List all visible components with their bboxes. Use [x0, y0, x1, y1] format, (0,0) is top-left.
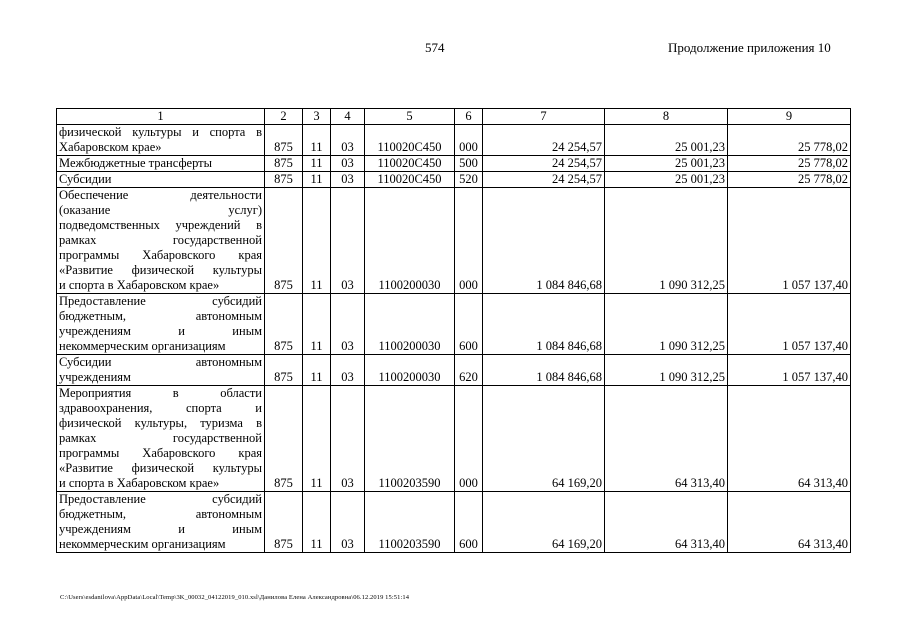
expense-name-line: Обеспечение деятельности: [59, 188, 262, 202]
amount-cell: 64 169,20: [483, 492, 605, 553]
section-code-cell: 11: [303, 125, 331, 156]
amount-cell: 1 090 312,25: [605, 188, 728, 294]
column-header: 6: [455, 109, 483, 125]
expense-name-line: Предоставление субсидий: [59, 294, 262, 308]
expense-name-line: физической культуры и спорта в: [59, 125, 262, 139]
expense-name-line: некоммерческим организациям: [59, 537, 226, 551]
expense-name-cell: [57, 188, 265, 294]
table-row: [57, 355, 851, 386]
subsection-code-cell: 03: [331, 492, 365, 553]
column-header: 5: [365, 109, 455, 125]
expense-type-cell: 620: [455, 355, 483, 386]
column-header: 8: [605, 109, 728, 125]
expense-name-line: и спорта в Хабаровском крае»: [59, 476, 220, 490]
expense-name-line: Предоставление субсидий: [59, 492, 262, 506]
amount-cell: 24 254,57: [483, 172, 605, 188]
amount-cell: 1 084 846,68: [483, 355, 605, 386]
file-path-footer: C:\Users\esdanilova\AppData\Local\Temp\3K_00032_04122019_010.xsl\Данилова Елена Александровна\06.12.2019 15:51:14: [60, 594, 410, 601]
column-header: 2: [265, 109, 303, 125]
expense-name-cell: [57, 386, 265, 492]
section-code-cell: 11: [303, 294, 331, 355]
page-number: 574: [425, 40, 445, 55]
expense-name-line: подведомственных учреждений в: [59, 218, 262, 232]
amount-cell: 25 778,02: [728, 172, 851, 188]
expense-type-cell: 000: [455, 188, 483, 294]
expense-name-cell: [57, 294, 265, 355]
section-code-cell: 11: [303, 386, 331, 492]
expense-name-line: Межбюджетные трансферты: [59, 156, 213, 170]
subsection-code-cell: 03: [331, 355, 365, 386]
column-header: 3: [303, 109, 331, 125]
expense-type-cell: 520: [455, 172, 483, 188]
ministry-code-cell: 875: [265, 386, 303, 492]
amount-cell: 1 084 846,68: [483, 188, 605, 294]
table-header-row: [57, 109, 851, 125]
section-code-cell: 11: [303, 188, 331, 294]
expense-type-cell: 000: [455, 125, 483, 156]
expense-type-cell: 600: [455, 294, 483, 355]
table-row: [57, 172, 851, 188]
table-row: [57, 294, 851, 355]
expense-name-cell: [57, 492, 265, 553]
expense-name-line: и спорта в Хабаровском крае»: [59, 278, 220, 292]
expense-name-line: «Развитие физической культуры: [59, 263, 262, 277]
expense-name-line: Хабаровском крае»: [59, 140, 162, 154]
expense-name-line: бюджетным, автономным: [59, 309, 262, 323]
amount-cell: 24 254,57: [483, 125, 605, 156]
amount-cell: 25 001,23: [605, 125, 728, 156]
target-article-cell: 110020C450: [365, 125, 455, 156]
subsection-code-cell: 03: [331, 125, 365, 156]
amount-cell: 25 778,02: [728, 125, 851, 156]
subsection-code-cell: 03: [331, 156, 365, 172]
amount-cell: 64 313,40: [728, 492, 851, 553]
target-article-cell: 1100203590: [365, 386, 455, 492]
subsection-code-cell: 03: [331, 188, 365, 294]
expense-name-line: учреждениям: [59, 370, 131, 384]
amount-cell: 25 778,02: [728, 156, 851, 172]
amount-cell: 1 057 137,40: [728, 188, 851, 294]
expense-name-line: учреждениям и иным: [59, 324, 262, 338]
expense-type-cell: 000: [455, 386, 483, 492]
table-row: [57, 492, 851, 553]
target-article-cell: 1100200030: [365, 294, 455, 355]
ministry-code-cell: 875: [265, 355, 303, 386]
amount-cell: 1 090 312,25: [605, 294, 728, 355]
expense-name-line: некоммерческим организациям: [59, 339, 226, 353]
ministry-code-cell: 875: [265, 188, 303, 294]
target-article-cell: 1100203590: [365, 492, 455, 553]
amount-cell: 64 313,40: [605, 492, 728, 553]
ministry-code-cell: 875: [265, 294, 303, 355]
amount-cell: 1 057 137,40: [728, 355, 851, 386]
expense-name-line: физической культуры, туризма в: [59, 416, 262, 430]
table-row: [57, 156, 851, 172]
expense-name-line: рамках государственной: [59, 431, 262, 445]
amount-cell: 64 169,20: [483, 386, 605, 492]
subsection-code-cell: 03: [331, 386, 365, 492]
target-article-cell: 1100200030: [365, 355, 455, 386]
column-header: 7: [483, 109, 605, 125]
amount-cell: 1 084 846,68: [483, 294, 605, 355]
amount-cell: 1 090 312,25: [605, 355, 728, 386]
expense-name-line: Субсидии автономным: [59, 355, 262, 369]
amount-cell: 1 057 137,40: [728, 294, 851, 355]
target-article-cell: 1100200030: [365, 188, 455, 294]
amount-cell: 24 254,57: [483, 156, 605, 172]
amount-cell: 64 313,40: [605, 386, 728, 492]
column-header: 4: [331, 109, 365, 125]
column-header: 9: [728, 109, 851, 125]
expense-name-line: (оказание услуг): [59, 203, 262, 217]
expense-name-cell: [57, 172, 265, 188]
expense-name-line: рамках государственной: [59, 233, 262, 247]
amount-cell: 64 313,40: [728, 386, 851, 492]
expense-type-cell: 600: [455, 492, 483, 553]
amount-cell: 25 001,23: [605, 156, 728, 172]
table-row: [57, 386, 851, 492]
ministry-code-cell: 875: [265, 492, 303, 553]
subsection-code-cell: 03: [331, 172, 365, 188]
section-code-cell: 11: [303, 156, 331, 172]
expense-name-line: Мероприятия в области: [59, 386, 262, 400]
section-code-cell: 11: [303, 492, 331, 553]
table-body: [57, 125, 851, 553]
budget-table: [56, 108, 851, 553]
amount-cell: 25 001,23: [605, 172, 728, 188]
expense-name-line: учреждениям и иным: [59, 522, 262, 536]
expense-type-cell: 500: [455, 156, 483, 172]
expense-name-line: бюджетным, автономным: [59, 507, 262, 521]
subsection-code-cell: 03: [331, 294, 365, 355]
expense-name-line: «Развитие физической культуры: [59, 461, 262, 475]
target-article-cell: 110020C450: [365, 156, 455, 172]
table-row: [57, 125, 851, 156]
expense-name-cell: [57, 125, 265, 156]
target-article-cell: 110020C450: [365, 172, 455, 188]
expense-name-line: здравоохранения, спорта и: [59, 401, 262, 415]
ministry-code-cell: 875: [265, 125, 303, 156]
section-code-cell: 11: [303, 355, 331, 386]
expense-name-line: Субсидии: [59, 172, 112, 186]
ministry-code-cell: 875: [265, 156, 303, 172]
table-row: [57, 188, 851, 294]
expense-name-line: программы Хабаровского края: [59, 446, 262, 460]
section-code-cell: 11: [303, 172, 331, 188]
expense-name-cell: [57, 156, 265, 172]
column-header: 1: [57, 109, 265, 125]
ministry-code-cell: 875: [265, 172, 303, 188]
expense-name-cell: [57, 355, 265, 386]
expense-name-line: программы Хабаровского края: [59, 248, 262, 262]
appendix-continuation-heading: Продолжение приложения 10: [668, 40, 831, 55]
